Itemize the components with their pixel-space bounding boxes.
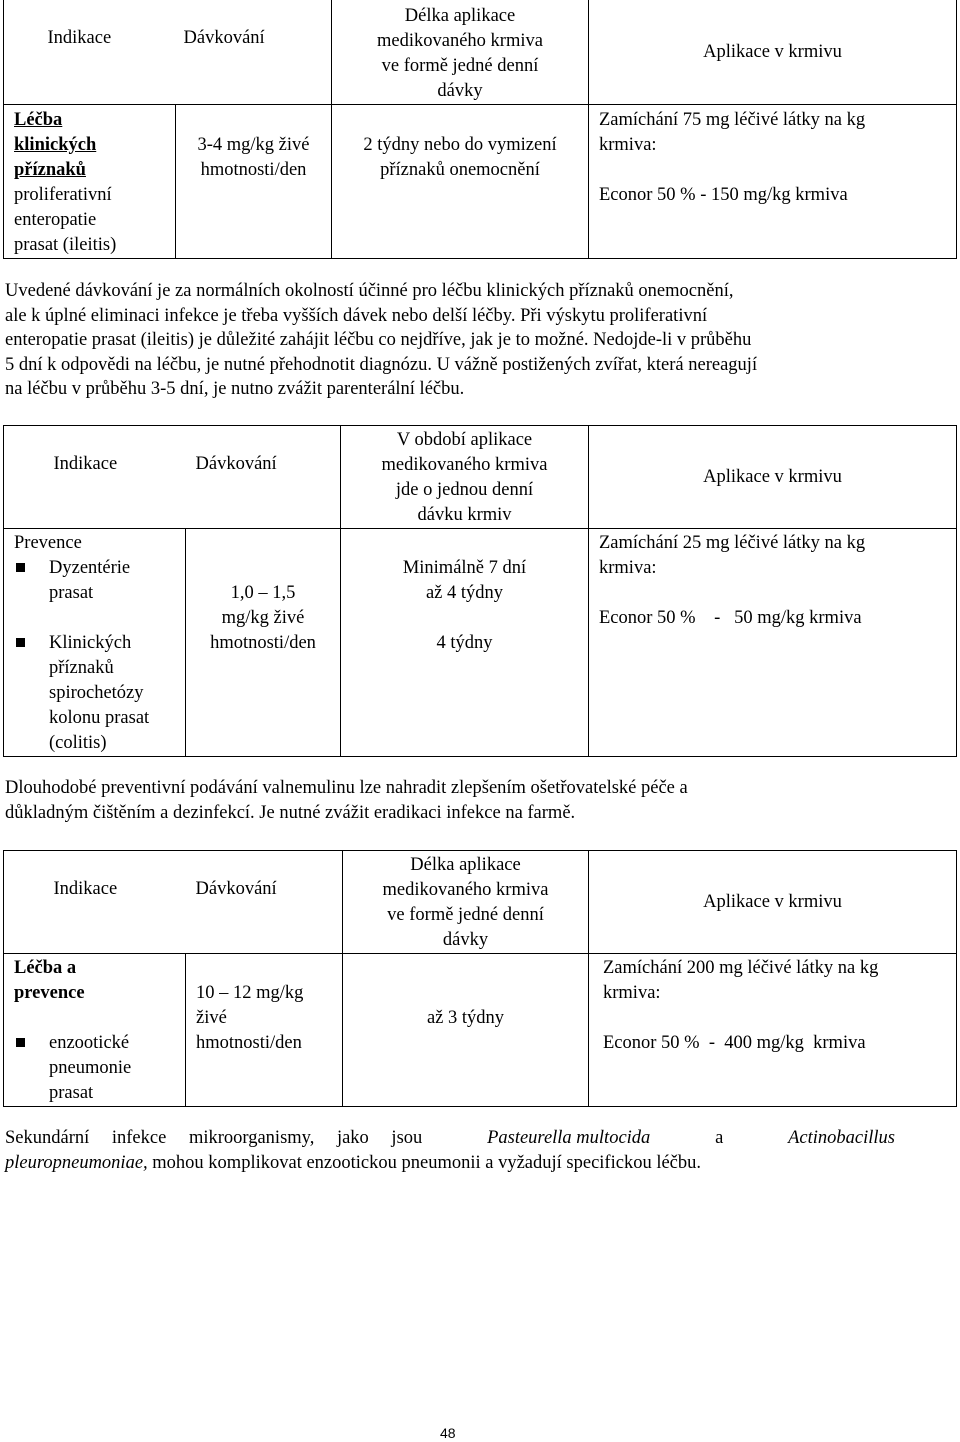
paragraph-line: na léčbu v průběhu 3-5 dní, je nutno zvážit parenterální léčbu. [5, 379, 465, 399]
table-3-header-indication: Indikace [53, 878, 118, 899]
table-1-duration [332, 105, 589, 259]
table-2 [3, 425, 957, 757]
header-line: jde o jednou denní [395, 480, 534, 500]
bullet-line: příznaků [49, 658, 114, 678]
table-1-indication [4, 105, 176, 259]
header-label: Aplikace v krmivu [703, 41, 842, 62]
bullet-line: (colitis) [49, 733, 107, 753]
text-segment: Sekundární infekce mikroorganismy, jako jsou [5, 1128, 423, 1148]
header-line: dávku krmiv [417, 505, 512, 525]
table-3-header-indication-dosage [4, 851, 343, 954]
paragraph-3-line-2 [5, 1151, 895, 1176]
table-1-header-indication: Indikace [47, 28, 112, 48]
table-2-bullet-list [14, 556, 185, 756]
duration-line: 4 týdny [436, 633, 493, 653]
text-segment: mohou komplikovat enzootickou pneumonii a vyžadují specifickou léčbu. [152, 1152, 702, 1173]
bullet-line: kolonu prasat [49, 708, 150, 728]
table-1-econor: Econor 50 % - 150 mg/kg krmiva [599, 185, 848, 205]
table-1-header-application [589, 0, 957, 105]
table-2-header-indication: Indikace [53, 453, 118, 474]
header-line: ve formě jedné denní [387, 905, 544, 925]
species-name: Pasteurella multocida [487, 1128, 651, 1148]
species-name: pleuropneumoniae, [5, 1152, 148, 1173]
paragraph-line: 5 dní k odpovědi na léčbu, je nutné přehodnotit diagnózu. U vážně postižených zvířat, která nereagují [5, 354, 758, 375]
table-1-dosage [176, 105, 332, 259]
table-2-header-indication-dosage [4, 426, 341, 529]
dosage-line: 1,0 – 1,5 [230, 583, 296, 603]
header-label: Aplikace v krmivu [703, 891, 842, 912]
table-2-header-dosage: Dávkování [195, 453, 277, 474]
table-2-dosage [186, 529, 341, 757]
duration-line: až 4 týdny [425, 583, 504, 603]
table-3-application [589, 954, 957, 1107]
dosage-line: živé [196, 1008, 227, 1028]
indication-line: příznaků [14, 160, 86, 180]
header-line: ve formě jedné denní [381, 56, 539, 76]
paragraph-line: ale k úplné eliminaci infekce je třeba vyšších dávek nebo delší léčby. Při výskytu proliferativní [5, 305, 708, 326]
header-line: Délka aplikace [410, 855, 521, 875]
table-2-application [589, 529, 957, 757]
table-3-header-dosage: Dávkování [195, 878, 277, 899]
list-item [14, 1031, 185, 1106]
indication-title: Léčba a [14, 958, 77, 978]
paragraph-line: enteropatie prasat (ileitis) je důležité zahájit léčbu co nejdříve, jak je to možné. Nedojde-li v průběhu [5, 330, 752, 350]
indication-title: prevence [14, 983, 85, 1003]
bullet-line: enzootické [49, 1033, 130, 1053]
application-line: Zamíchání 25 mg léčivé látky na kg [599, 533, 866, 553]
text-segment: a [715, 1128, 724, 1148]
table-3 [3, 850, 957, 1107]
header-line: medikovaného krmiva [381, 455, 548, 475]
bullet-line: Dyzentérie [49, 558, 131, 578]
list-item [14, 556, 185, 606]
application-line: krmiva: [603, 983, 661, 1003]
paragraph-3 [5, 1126, 895, 1175]
bullet-line: pneumonie [49, 1058, 132, 1078]
header-line: dávky [437, 81, 483, 101]
application-line: Zamíchání 75 mg léčivé látky na kg [599, 110, 866, 130]
application-line: Zamíchání 200 mg léčivé látky na kg [603, 958, 879, 978]
dosage-line: mg/kg živé [221, 608, 305, 628]
header-line: Délka aplikace [404, 6, 516, 26]
paragraph-line: Uvedené dávkování je za normálních okolností účinné pro léčbu klinických příznaků onemocnění, [5, 281, 734, 301]
table-3-econor: Econor 50 % - 400 mg/kg krmiva [603, 1033, 866, 1053]
paragraph-1 [5, 279, 895, 402]
table-3-dosage [186, 954, 343, 1107]
list-item [14, 631, 185, 756]
table-2-duration [341, 529, 589, 757]
paragraph-line: důkladným čištěním a dezinfekcí. Je nutné zvážit eradikaci infekce na farmě. [5, 802, 576, 823]
table-1-header-dosage: Dávkování [183, 28, 265, 48]
application-line: krmiva: [599, 558, 657, 578]
bullet-line: spirochetózy [49, 683, 144, 703]
table-2-econor: Econor 50 % - 50 mg/kg krmiva [599, 608, 862, 628]
bullet-line: prasat [49, 1083, 94, 1103]
duration-line: příznaků onemocnění [380, 160, 540, 180]
header-line: medikovaného krmiva [377, 31, 543, 51]
paragraph-3-line-1 [5, 1126, 895, 1151]
table-2-header-duration [341, 426, 589, 529]
table-3-header-duration [343, 851, 589, 954]
header-label: Aplikace v krmivu [703, 466, 842, 487]
indication-line: prasat (ileitis) [14, 235, 117, 255]
table-1-header-duration [332, 0, 589, 105]
table-1 [3, 0, 957, 259]
paragraph-line: Dlouhodobé preventivní podávání valnemulinu lze nahradit zlepšením ošetřovatelské péče a [5, 778, 688, 798]
table-2-indication [4, 529, 186, 757]
table-3-header-application [589, 851, 957, 954]
table-3-bullet-list [14, 1031, 185, 1106]
duration-line: 2 týdny nebo do vymizení [363, 135, 557, 155]
duration-line: Minimálně 7 dní [402, 558, 527, 578]
dosage-line: hmotnosti/den [210, 633, 316, 653]
bullet-line: Klinických [49, 633, 132, 653]
table-2-header-application [589, 426, 957, 529]
indication-line: proliferativní [14, 185, 112, 205]
application-line: krmiva: [599, 135, 657, 155]
header-line: dávky [442, 930, 489, 950]
bullet-line: prasat [49, 583, 94, 603]
duration-line: až 3 týdny [426, 1008, 505, 1028]
header-line: medikovaného krmiva [382, 880, 549, 900]
table-3-indication [4, 954, 186, 1107]
table-3-duration [343, 954, 589, 1107]
dosage-line: 10 – 12 mg/kg [196, 983, 304, 1003]
page-number: 48 [440, 1425, 456, 1441]
table-1-application [589, 105, 957, 259]
species-name: Actinobacillus [788, 1128, 895, 1148]
dosage-line: hmotnosti/den [196, 1033, 302, 1053]
indication-line: enteropatie [14, 210, 97, 230]
dosage-line: 3-4 mg/kg živé [197, 135, 310, 155]
paragraph-2 [5, 776, 895, 825]
dosage-line: hmotnosti/den [200, 160, 307, 180]
indication-title: Prevence [14, 533, 82, 553]
indication-line: Léčba [14, 110, 63, 130]
table-1-header-indication-dosage [4, 0, 332, 105]
indication-line: klinických [14, 135, 97, 155]
header-line: V období aplikace [396, 430, 533, 450]
